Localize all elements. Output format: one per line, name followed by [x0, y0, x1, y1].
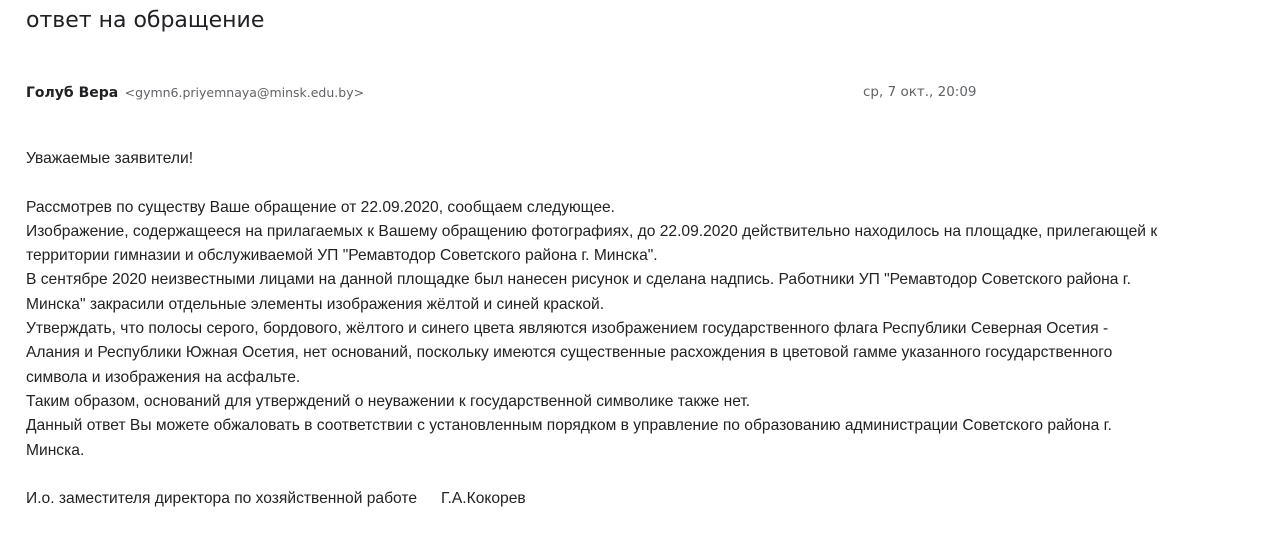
sender-email[interactable]: <gymn6.priyemnaya@minsk.edu.by>: [124, 85, 365, 100]
email-header: [26, 84, 986, 102]
body-line: Изображение, содержащееся на прилагаемых к Вашему обращению фотографиях, до 22.09.2020 действительно находилось на площадке, прилегающей к: [26, 222, 1158, 240]
sender-name[interactable]: Голуб Вера: [26, 85, 119, 101]
signature-name: Г.А.Кокорев: [441, 490, 526, 508]
blank-line: [26, 171, 1246, 195]
body-line: Минска" закрасили отдельные элементы изображения жёлтой и синей краской.: [26, 295, 605, 313]
body-line: Минска.: [26, 441, 85, 459]
body-line: Утверждать, что полосы серого, бордового, жёлтого и синего цвета являются изображением государственного флага Республики Северная Осетия -: [26, 320, 1109, 338]
email-subject: ответ на обращение: [26, 8, 265, 33]
body-line: В сентябре 2020 неизвестными лицами на данной площадке был нанесен рисунок и сделана надпись. Работники УП "Ремавтодор Советского района г.: [26, 271, 1131, 289]
body-line: территории гимназии и обслуживаемой УП "Ремавтодор Советского района г. Минска".: [26, 247, 658, 265]
signature: [26, 487, 1246, 511]
body-line: символа и изображения на асфальте.: [26, 368, 301, 386]
body-line: Таким образом, оснований для утверждений о неуважении к государственной символике также нет.: [26, 392, 751, 410]
blank-line: [26, 463, 1246, 487]
email-body: [26, 147, 1246, 511]
greeting: Уважаемые заявители!: [26, 150, 194, 167]
body-line: Данный ответ Вы можете обжаловать в соответствии с установленным порядком в управление по образованию администрации Советского района г.: [26, 417, 1112, 435]
body-line: Рассмотрев по существу Ваше обращение от 22.09.2020, сообщаем следующее.: [26, 198, 616, 216]
body-line: Алания и Республики Южная Осетия, нет оснований, поскольку имеются существенные расхождения в цветовой гамме указанного государственного: [26, 344, 1113, 362]
signature-title: И.о. заместителя директора по хозяйственной работе: [26, 490, 417, 508]
email-date[interactable]: ср, 7 окт., 20:09: [863, 84, 977, 100]
